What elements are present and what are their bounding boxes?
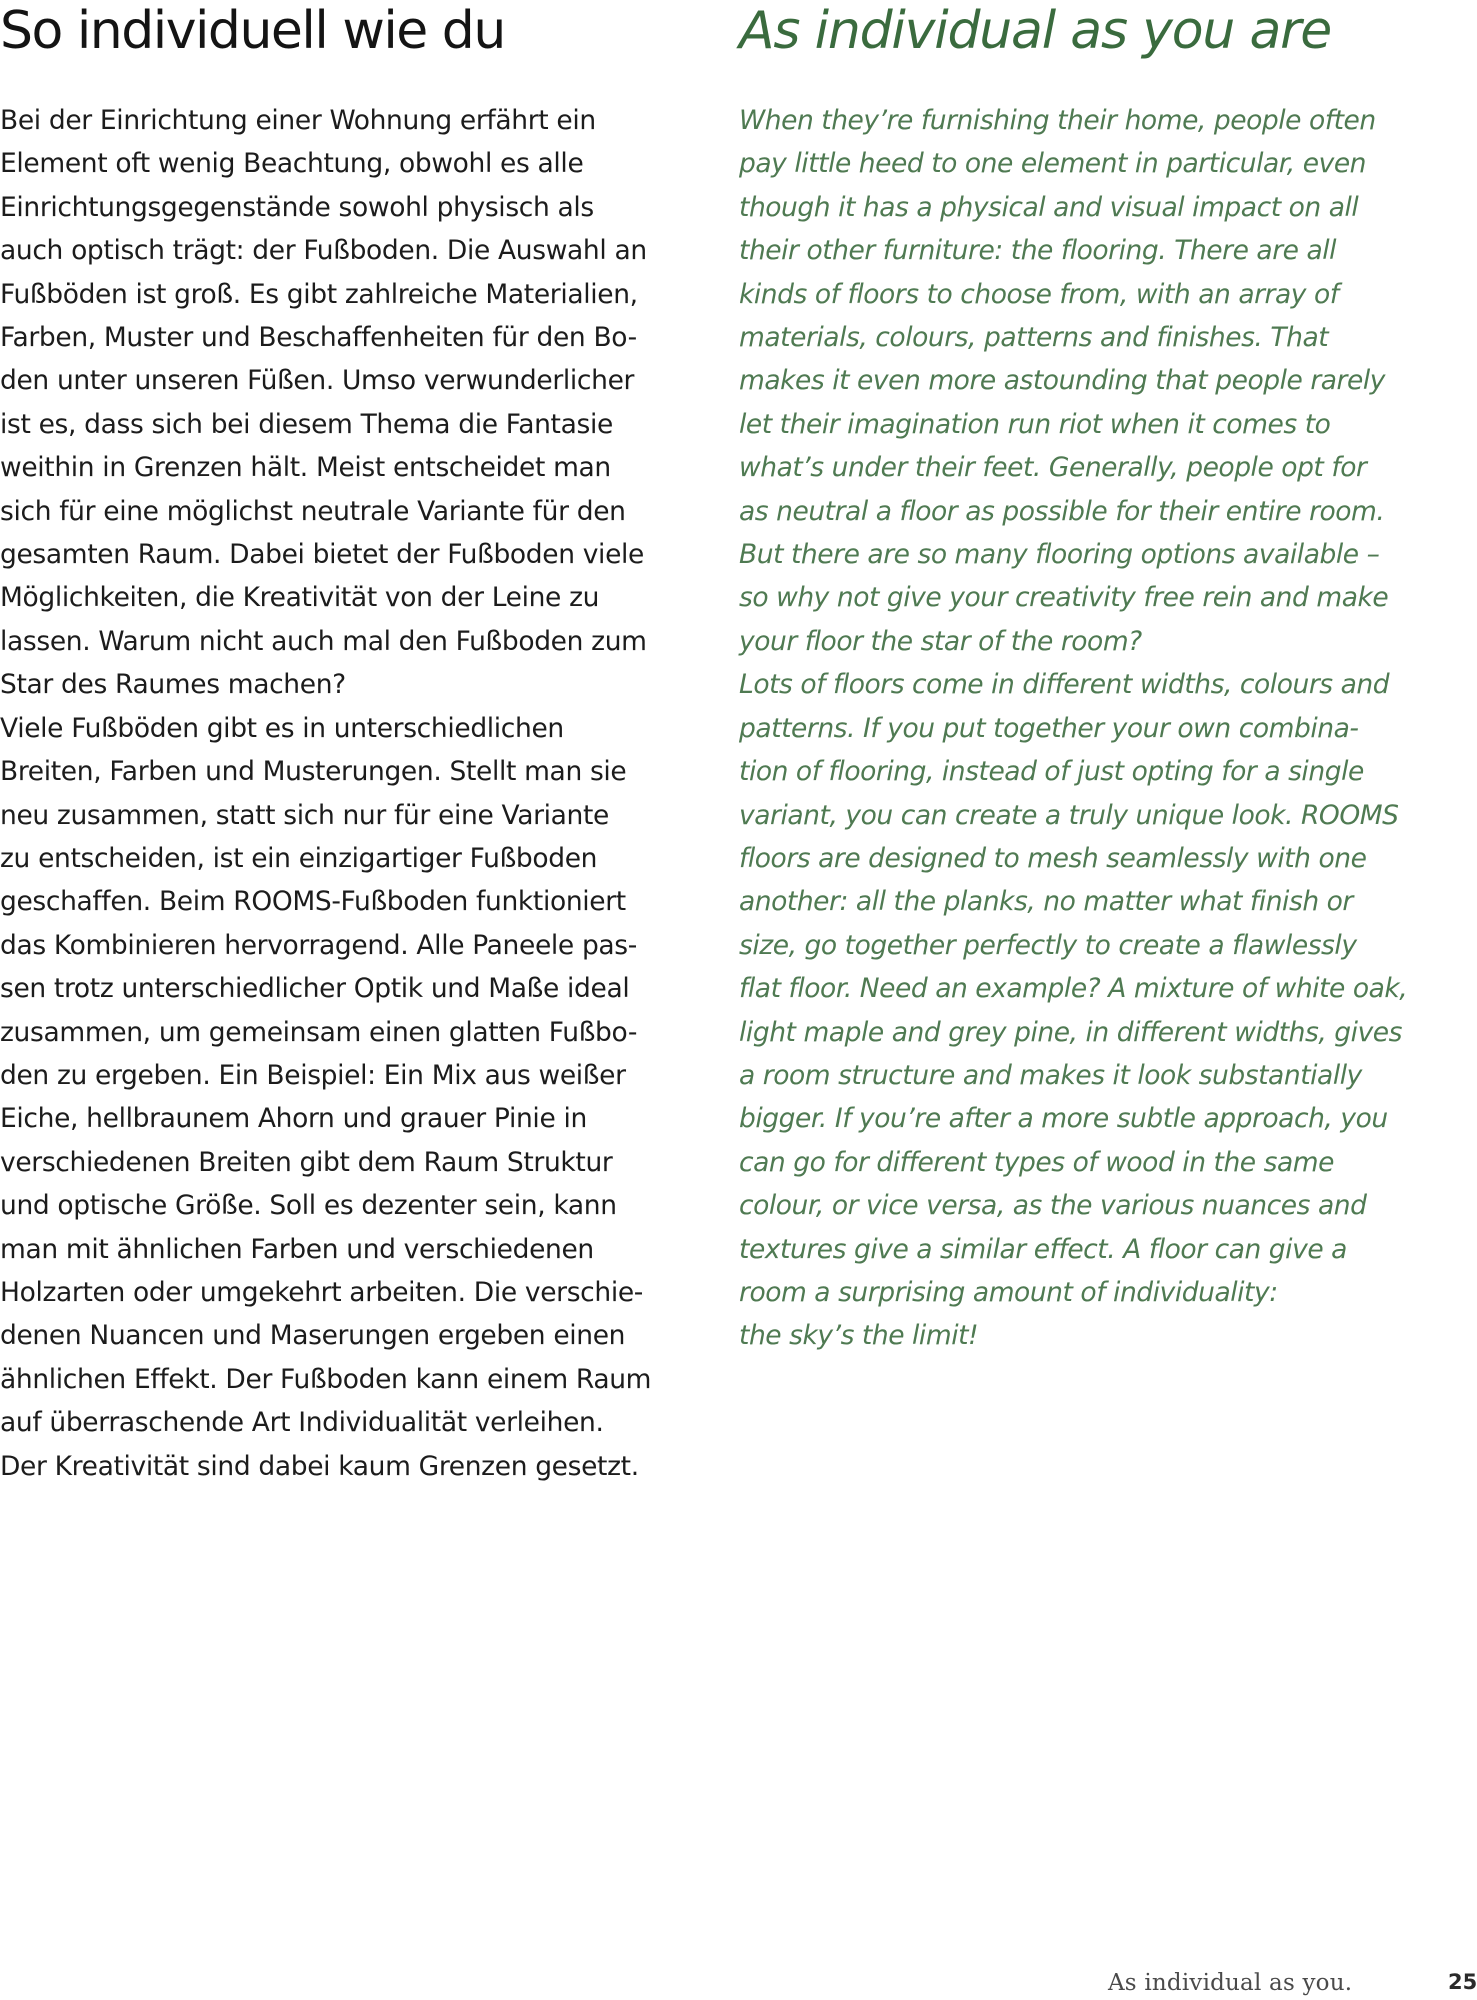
text-line: Einrichtungsgegenstände sowohl physisch als	[0, 191, 594, 223]
text-line: bigger. If you’re after a more subtle approach, you	[739, 1103, 1388, 1135]
text-line: Star des Raumes machen?	[0, 669, 346, 701]
english-body	[739, 99, 1419, 1358]
text-line: verschiedenen Breiten gibt dem Raum Struktur	[0, 1146, 613, 1178]
text-line: Fußböden ist groß. Es gibt zahlreiche Materialien,	[0, 278, 638, 310]
text-line: und optische Größe. Soll es dezenter sein, kann	[0, 1190, 617, 1222]
text-line: Element oft wenig Beachtung, obwohl es alle	[0, 148, 584, 180]
text-line: But there are so many flooring options available –	[739, 539, 1380, 571]
text-line: denen Nuancen und Maserungen ergeben einen	[0, 1320, 626, 1352]
text-line: so why not give your creativity free rein and make	[739, 582, 1389, 614]
text-line: light maple and grey pine, in different widths, gives	[739, 1016, 1403, 1048]
text-line: Bei der Einrichtung einer Wohnung erfährt ein	[0, 105, 596, 136]
text-line: Eiche, hellbraunem Ahorn und grauer Pinie in	[0, 1103, 587, 1135]
text-line: flat floor. Need an example? A mixture of white oak,	[739, 973, 1408, 1005]
text-line: zu entscheiden, ist ein einzigartiger Fußboden	[0, 842, 598, 874]
footer-tagline: As individual as you.	[1108, 1970, 1353, 1996]
text-line: a room structure and makes it look substantially	[739, 1059, 1362, 1091]
text-line: patterns. If you put together your own combina-	[739, 712, 1359, 744]
text-line: neu zusammen, statt sich nur für eine Variante	[0, 799, 609, 831]
text-line: can go for different types of wood in the same	[739, 1146, 1334, 1178]
text-line: ist es, dass sich bei diesem Thema die Fantasie	[0, 408, 613, 440]
text-line: Der Kreativität sind dabei kaum Grenzen gesetzt.	[0, 1450, 639, 1482]
text-line: Farben, Muster und Beschaffenheiten für den Bo-	[0, 322, 637, 354]
text-line: Lots of floors come in different widths, colours and	[739, 669, 1390, 701]
text-line: weithin in Grenzen hält. Meist entscheidet man	[0, 452, 611, 484]
text-line: pay little heed to one element in particular, even	[739, 148, 1367, 180]
text-line: textures give a similar effect. A floor can give a	[739, 1233, 1347, 1265]
text-line: your floor the star of the room?	[739, 625, 1142, 657]
text-line: Möglichkeiten, die Kreativität von der Leine zu	[0, 582, 600, 614]
text-line: lassen. Warum nicht auch mal den Fußboden zum	[0, 625, 647, 657]
text-line: geschaffen. Beim ROOMS-Fußboden funktioniert	[0, 886, 626, 918]
text-line: den zu ergeben. Ein Beispiel: Ein Mix aus weißer	[0, 1059, 626, 1091]
text-line: das Kombinieren hervorragend. Alle Paneele pas-	[0, 929, 637, 961]
text-line: sen trotz unterschiedlicher Optik und Maße ideal	[0, 973, 630, 1005]
text-line: When they’re furnishing their home, people often	[739, 105, 1376, 136]
text-line: another: all the planks, no matter what finish or	[739, 886, 1353, 918]
text-line: kinds of floors to choose from, with an array of	[739, 278, 1339, 310]
text-line: auch optisch trägt: der Fußboden. Die Auswahl an	[0, 235, 647, 267]
english-heading: As individual as you are	[739, 1, 1332, 61]
text-line: zusammen, um gemeinsam einen glatten Fußbo-	[0, 1016, 638, 1048]
german-body	[0, 99, 660, 1488]
text-line: auf überraschende Art Individualität verleihen.	[0, 1407, 604, 1439]
text-line: den unter unseren Füßen. Umso verwunderlicher	[0, 365, 635, 397]
text-line: sich für eine möglichst neutrale Variante für den	[0, 495, 626, 527]
text-line: Viele Fußböden gibt es in unterschiedlichen	[0, 712, 564, 744]
text-line: the sky’s the limit!	[739, 1320, 979, 1352]
german-column	[0, 0, 660, 1488]
text-line: though it has a physical and visual impact on all	[739, 191, 1359, 223]
text-line: makes it even more astounding that people rarely	[739, 365, 1385, 397]
text-line: Breiten, Farben und Musterungen. Stellt man sie	[0, 756, 627, 788]
text-line: man mit ähnlichen Farben und verschiedenen	[0, 1233, 594, 1265]
text-line: ähnlichen Effekt. Der Fußboden kann einem Raum	[0, 1363, 652, 1395]
english-column	[739, 0, 1419, 1358]
text-line: let their imagination run riot when it comes to	[739, 408, 1331, 440]
text-line: size, go together perfectly to create a flawlessly	[739, 929, 1357, 961]
text-line: room a surprising amount of individuality:	[739, 1276, 1278, 1308]
text-line: what’s under their feet. Generally, people opt for	[739, 452, 1367, 484]
text-line: as neutral a floor as possible for their entire room.	[739, 495, 1385, 527]
text-line: floors are designed to mesh seamlessly with one	[739, 842, 1367, 874]
german-heading: So individuell wie du	[0, 1, 505, 61]
text-line: their other furniture: the flooring. There are all	[739, 235, 1337, 267]
text-line: Holzarten oder umgekehrt arbeiten. Die verschie-	[0, 1276, 643, 1308]
page-number: 25	[1448, 1970, 1477, 1994]
text-line: colour, or vice versa, as the various nuances and	[739, 1190, 1367, 1222]
text-line: variant, you can create a truly unique look. ROOMS	[739, 799, 1399, 831]
text-line: gesamten Raum. Dabei bietet der Fußboden viele	[0, 539, 644, 571]
text-line: tion of flooring, instead of just opting for a single	[739, 756, 1364, 788]
text-line: materials, colours, patterns and finishes. That	[739, 322, 1329, 354]
